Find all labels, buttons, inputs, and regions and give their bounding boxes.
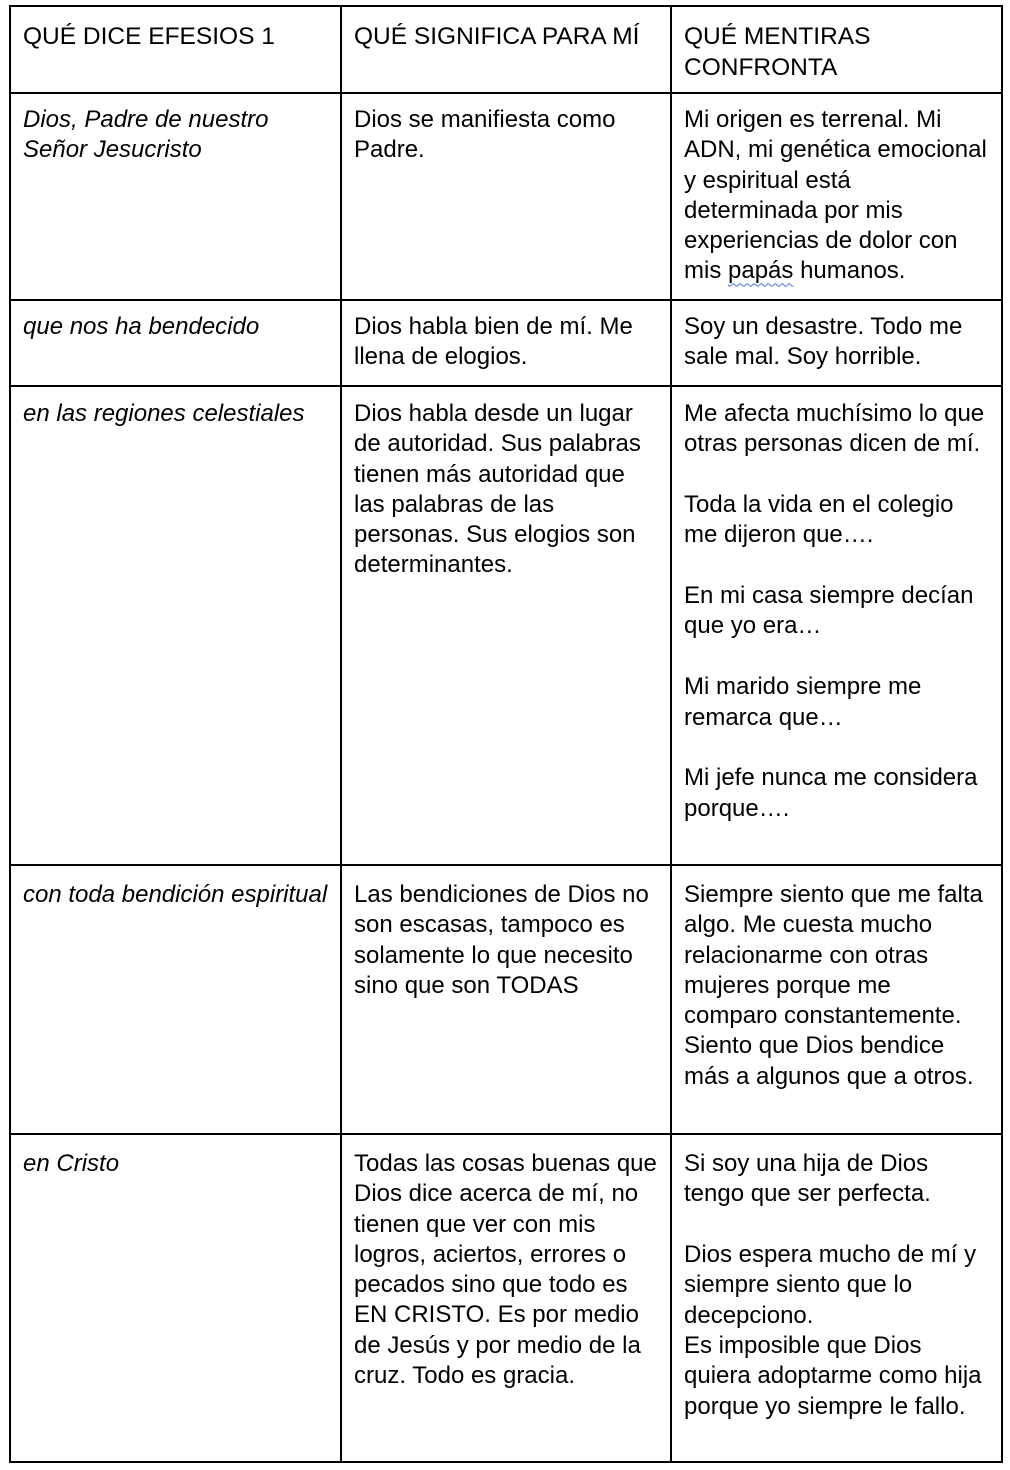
table-row (10, 1134, 1002, 1462)
lies-paragraph: Me afecta muchísimo lo que otras personas dicen de mí. (684, 400, 985, 458)
header-lies: QUÉ MENTIRAS CONFRONTA (671, 6, 1002, 93)
lies-cell[interactable] (671, 93, 1002, 300)
meaning-text: Las bendiciones de Dios no son escasas, tampoco es solamente lo que necesito sino que son TODAS (354, 881, 649, 999)
table-header-row (10, 6, 1002, 93)
verse-cell[interactable]: en Cristo (10, 1134, 341, 1462)
table-row (10, 386, 1002, 865)
meaning-cell[interactable] (341, 300, 671, 386)
lies-cell[interactable] (671, 865, 1002, 1134)
table-row (10, 865, 1002, 1134)
verse-cell[interactable]: en las regiones celestiales (10, 386, 341, 865)
lies-text: Mi origen es terrenal. Mi ADN, mi genética emocional y espiritual está determinada por mis experiencias de dolor con mis (684, 106, 987, 285)
lies-paragraph: Dios espera mucho de mí y siempre siento que lo decepciono. (684, 1241, 977, 1329)
lies-paragraph: Mi marido siempre me remarca que… (684, 673, 922, 731)
lies-paragraph: Mi jefe nunca me considera porque…. (684, 764, 978, 822)
verse-cell[interactable]: con toda bendición espiritual (10, 865, 341, 1134)
lies-text: Siempre siento que me falta algo. Me cuesta mucho relacionarme con otras mujeres porque me comparo constantemente. Siento que Dios bendice más a algunos que a otros. (684, 881, 983, 1090)
meaning-text: Todas las cosas buenas que Dios dice acerca de mí, no tienen que ver con mis logros, aciertos, errores o pecados sino que todo es EN CRISTO. Es por medio de Jesús y por medio de la cruz. Todo es gracia. (354, 1150, 657, 1390)
lies-cell[interactable] (671, 300, 1002, 386)
lies-paragraph: Si soy una hija de Dios tengo que ser perfecta. (684, 1150, 931, 1208)
verse-cell[interactable]: Dios, Padre de nuestro Señor Jesucristo (10, 93, 341, 300)
meaning-text: Dios se manifiesta como Padre. (354, 106, 616, 164)
meaning-cell[interactable] (341, 386, 671, 865)
lies-paragraph: Es imposible que Dios quiera adoptarme como hija porque yo siempre le fallo. (684, 1331, 982, 1420)
lies-cell[interactable] (671, 386, 1002, 865)
header-verse: QUÉ DICE EFESIOS 1 (10, 6, 341, 93)
meaning-cell[interactable] (341, 865, 671, 1134)
lies-text-end: humanos. (800, 257, 906, 285)
verse-cell[interactable]: que nos ha bendecido (10, 300, 341, 386)
lies-paragraph: Toda la vida en el colegio me dijeron que…. (684, 491, 954, 549)
lies-cell[interactable] (671, 1134, 1002, 1462)
meaning-cell[interactable] (341, 1134, 671, 1462)
lies-paragraph: En mi casa siempre decían que yo era… (684, 582, 974, 640)
header-meaning: QUÉ SIGNIFICA PARA MÍ (341, 6, 671, 93)
spellcheck-flagged-word[interactable]: papás (728, 257, 794, 285)
table-row (10, 300, 1002, 386)
meaning-cell[interactable] (341, 93, 671, 300)
efesios-study-table (9, 5, 1003, 1463)
table-row (10, 93, 1002, 300)
meaning-text: Dios habla bien de mí. Me llena de elogios. (354, 313, 633, 371)
lies-text: Soy un desastre. Todo me sale mal. Soy horrible. (684, 313, 963, 371)
meaning-text: Dios habla desde un lugar de autoridad. Sus palabras tienen más autoridad que las palabras de las personas. Sus elogios son determinantes. (354, 400, 641, 579)
